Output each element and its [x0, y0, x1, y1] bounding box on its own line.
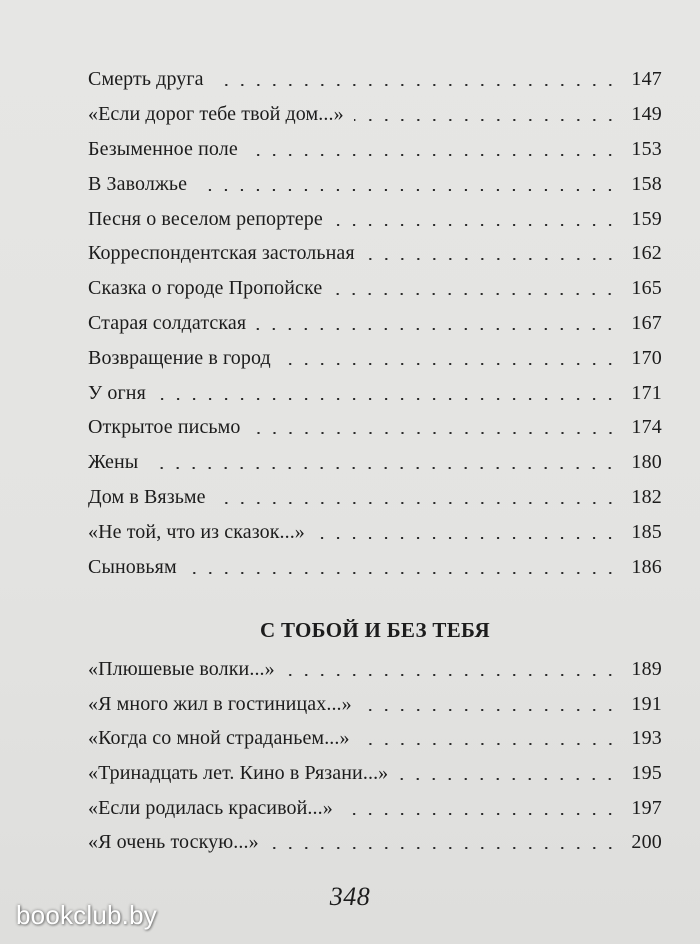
toc-entry-title: Открытое письмо: [88, 416, 241, 439]
toc-entry-title: Песня о веселом репортере: [88, 207, 323, 230]
toc-entry: [88, 480, 662, 515]
dot-leader: [156, 398, 618, 400]
toc-entry-title: Сыновьям: [88, 555, 177, 578]
dot-leader: [216, 502, 618, 504]
dot-leader: [362, 709, 618, 711]
watermark: bookclub.by: [16, 900, 157, 930]
toc-entry: [88, 756, 662, 791]
toc-entry: [88, 687, 662, 722]
toc-entry: [88, 375, 662, 410]
table-of-contents: [88, 62, 662, 584]
toc-entry-page: 191: [631, 692, 662, 715]
toc-entry-title: Смерть друга: [88, 68, 204, 91]
toc-entry-title: Дом в Вязьме: [88, 485, 206, 508]
dot-leader: [248, 154, 618, 156]
toc-entry-title: «Когда со мной страданьем...»: [88, 727, 350, 750]
dot-leader: [354, 119, 618, 121]
dot-leader: [365, 258, 618, 260]
toc-entry: [88, 97, 662, 132]
toc-entry-page: 170: [631, 346, 662, 369]
toc-entry-page: 185: [631, 520, 662, 543]
section-heading: С ТОБОЙ И БЕЗ ТЕБЯ: [260, 618, 490, 642]
toc-entry-title: «Не той, что из сказок...»: [88, 520, 305, 543]
dot-leader: [251, 432, 619, 434]
toc-entry-page: 147: [631, 68, 662, 91]
toc-entry-page: 165: [631, 277, 662, 300]
page-number: 348: [329, 882, 371, 911]
toc-entry: [88, 410, 662, 445]
toc-entry-page: 171: [631, 381, 662, 404]
toc-entry-page: 193: [631, 727, 662, 750]
dot-leader: [148, 467, 618, 469]
dot-leader: [333, 224, 618, 226]
toc-entry-title: «Если дорог тебе твой дом...»: [88, 103, 344, 126]
toc-entry: [88, 166, 662, 201]
toc-entry-page: 186: [631, 555, 662, 578]
toc-entry-page: 167: [631, 311, 662, 334]
toc-entry: [88, 549, 662, 584]
dot-leader: [187, 572, 618, 574]
toc-entry-page: 149: [631, 103, 662, 126]
toc-entry: [88, 306, 662, 341]
toc-entry: [88, 340, 662, 375]
toc-entry: [88, 62, 662, 97]
table-of-contents-section: [88, 652, 662, 860]
toc-entry-title: «Плюшевые волки...»: [88, 658, 275, 681]
dot-leader: [281, 363, 618, 365]
toc-entry-title: Сказка о городе Пропойске: [88, 277, 323, 300]
toc-entry-title: «Я очень тоскую...»: [88, 831, 259, 854]
toc-entry-title: Безыменное поле: [88, 137, 238, 160]
dot-leader: [256, 328, 618, 330]
toc-entry-page: 197: [631, 796, 662, 819]
toc-entry-page: 195: [631, 762, 662, 785]
toc-entry-page: 158: [631, 172, 662, 195]
dot-leader: [269, 847, 618, 849]
toc-entry: [88, 825, 662, 860]
toc-entry: [88, 445, 662, 480]
dot-leader: [398, 778, 618, 780]
toc-entry-title: «Тринадцать лет. Кино в Рязани...»: [88, 762, 389, 785]
toc-entry-page: 182: [631, 485, 662, 508]
dot-leader: [360, 743, 618, 745]
toc-entry: [88, 271, 662, 306]
toc-entry: [88, 652, 662, 687]
dot-leader: [315, 537, 618, 539]
toc-entry: [88, 236, 662, 271]
toc-entry-page: 174: [631, 416, 662, 439]
toc-entry: [88, 201, 662, 236]
toc-entry-page: 200: [631, 831, 662, 854]
toc-entry-title: В Заволжье: [88, 172, 188, 195]
toc-entry-page: 162: [631, 242, 662, 265]
toc-entry-page: 153: [631, 137, 662, 160]
toc-entry: [88, 132, 662, 167]
toc-entry-title: Возвращение в город: [88, 346, 271, 369]
toc-entry-page: 180: [631, 451, 662, 474]
dot-leader: [343, 813, 618, 815]
dot-leader: [214, 84, 618, 86]
toc-entry-title: «Я много жил в гостиницах...»: [88, 692, 352, 715]
dot-leader: [197, 189, 618, 191]
toc-entry-title: Корреспондентская застольная: [88, 242, 355, 265]
toc-entry-title: Жены: [88, 451, 139, 474]
dot-leader: [332, 293, 618, 295]
toc-entry-title: У огня: [88, 381, 146, 404]
toc-entry-page: 189: [631, 658, 662, 681]
toc-entry-title: Старая солдатская: [88, 311, 247, 334]
toc-entry: [88, 790, 662, 825]
toc-entry: [88, 721, 662, 756]
toc-entry-title: «Если родилась красивой...»: [88, 796, 333, 819]
toc-entry-page: 159: [631, 207, 662, 230]
dot-leader: [285, 674, 618, 676]
toc-entry: [88, 514, 662, 549]
